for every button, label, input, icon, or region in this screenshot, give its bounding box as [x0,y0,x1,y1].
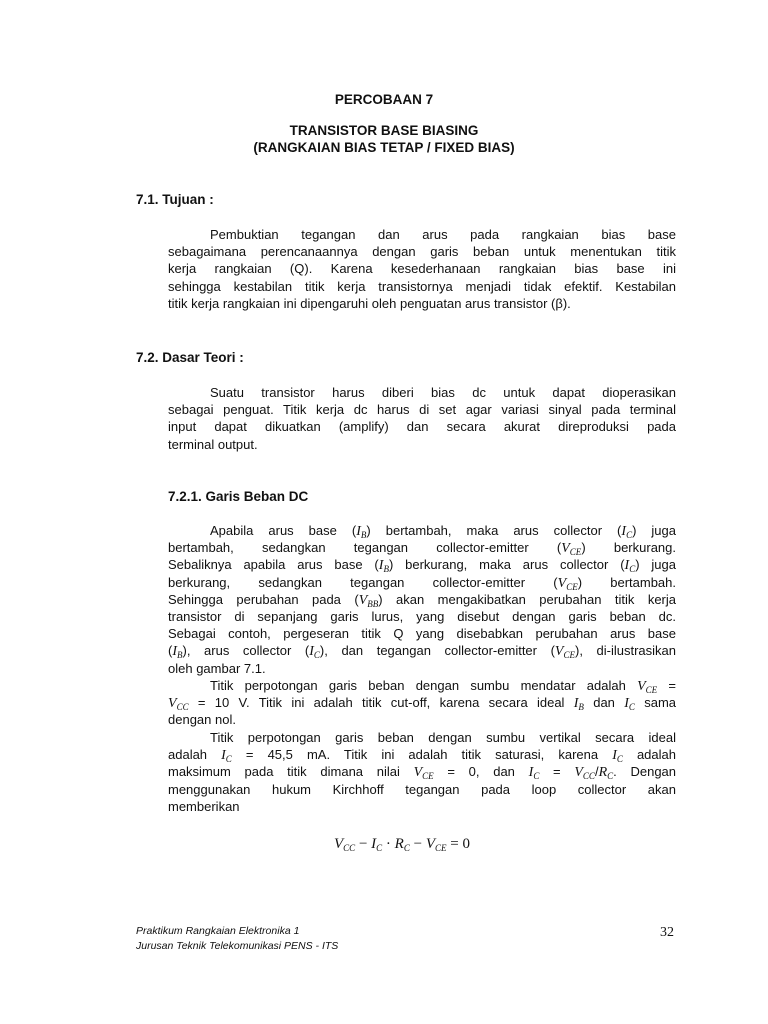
paragraph-line: sehingga kestabilan titik kerja transistornya menjadi tidak efektif. Kestabilan [168,278,676,294]
paragraph-line: Suatu transistor harus diberi bias dc untuk dapat dioperasikan [210,385,676,400]
paragraph-line: sebagaimana perencanaannya dengan garis beban untuk menentukan titik [168,244,676,260]
section-7-2-heading: 7.2. Dasar Teori : [136,350,244,365]
section-7-2-1-paragraph-3: Titik perpotongan garis beban dengan sumbu vertikal secara ideal adalah $I_C = 45,5$ mA. Titik ini adalah titik saturasi, karena $I_C$ adalah maksimum pada titik dimana nilai $V_{CE} = 0$, dan $I_C = V_{CC}/R_C$. Dengan menggunakan hukum Kirchhoff tegangan pada loop collector akan memberikan [168,730,677,814]
title-line-1: TRANSISTOR BASE BIASING [289,123,479,138]
paragraph-line: terminal output. [168,436,258,452]
paragraph-line: input dapat dikuatkan (amplify) dan secara akurat direproduksi pada [168,419,676,435]
paragraph-line: titik kerja rangkaian ini dipengaruhi oleh penguatan arus transistor (β). [168,295,571,311]
section-7-1-heading: 7.1. Tujuan : [136,192,214,207]
footer-department: Jurusan Teknik Telekomunikasi PENS - ITS [136,940,339,952]
page-number: 32 [660,925,674,940]
paragraph-line: sebagai penguat. Titik kerja dc harus di set agar variasi sinyal pada terminal [168,402,676,418]
section-7-2-paragraph [168,384,676,453]
footer-course: Praktikum Rangkaian Elektronika 1 [136,925,300,937]
paragraph-line: kerja rangkaian (Q). Karena kesederhanaan rangkaian bias base ini [168,261,676,277]
title-line-2: (RANGKAIAN BIAS TETAP / FIXED BIAS) [253,140,515,155]
kirchhoff-equation: $V_{CC} - I_C \cdot R_C - V_{CE} = 0$ [334,836,470,853]
paragraph-line: Pembuktian tegangan dan arus pada rangkaian bias base [210,227,676,242]
section-7-2-1-paragraph-1: Apabila arus base $(I_B)$ bertambah, maka arus collector $(I_C)$ juga bertambah, sedangkan tegangan collector-emitter $(V_{CE})$ berkurang. Sebaliknya apabila arus base $(I_B)$ berkurang, maka arus collector $(I_C)$ juga berkurang, sedangkan tegangan collector-emitter $(V_{CE})$ bertambah. Sehingga perubahan pada $(V_{BB})$ akan mengakibatkan perubahan titik kerja transistor di sepanjang garis lurus, yang disebut dengan garis beban dc. Sebagai contoh, pergeseran titik Q yang disebabkan perubahan arus base $(I_B)$, arus collector $(I_C)$, dan tegangan collector-emitter $(V_{CE})$, di-ilustrasikan oleh gambar 7.1. [168,523,677,676]
section-7-1-paragraph [168,226,676,312]
section-7-2-1-heading: 7.2.1. Garis Beban DC [168,489,309,504]
experiment-title: PERCOBAAN 7 [334,92,434,107]
section-7-2-1-paragraph-2: Titik perpotongan garis beban dengan sumbu mendatar adalah $V_{CE}$ = $V_{CC} = 10$ V. Titik ini adalah titik cut-off, karena secara ideal $I_B$ dan $I_C$ sama dengan nol. [168,678,676,728]
